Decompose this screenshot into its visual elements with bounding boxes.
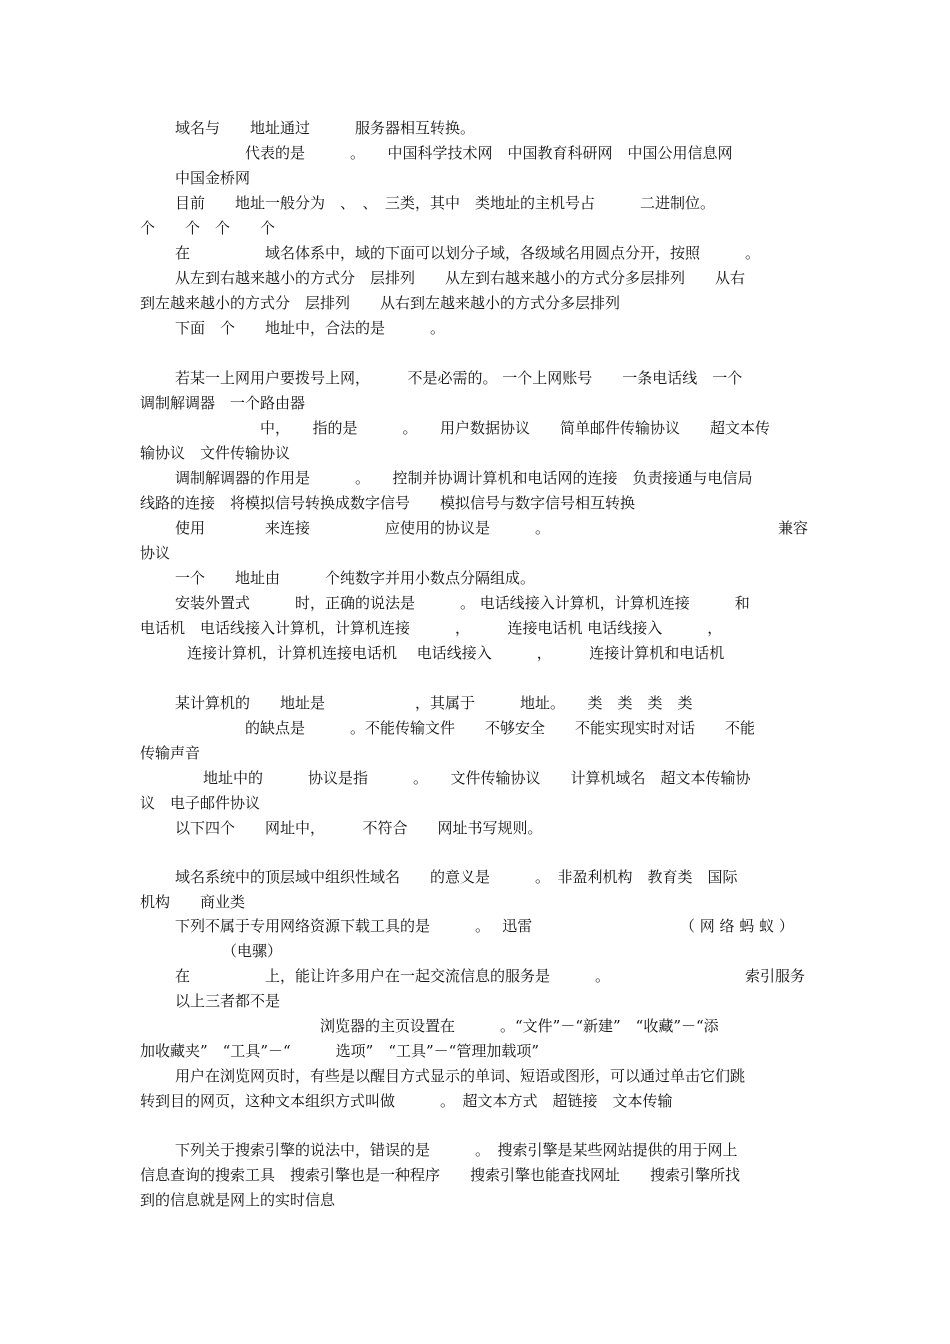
text-line: 安装外置式 时，正确的说法是 。 电话线接入计算机，计算机连接 和: [175, 594, 750, 612]
text-line: 若某一上网用户要拨号上网， 不是必需的。 一个上网账号 一条电话线 一个: [175, 369, 743, 387]
text-line: （ 网 络 蚂 蚁 ）: [680, 917, 794, 935]
text-line: 域名系统中的顶层域中组织性域名 的意义是 。 非盈利机构 教育类 国际: [175, 868, 738, 886]
text-line: 从左到右越来越小的方式分 层排列 从左到右越来越小的方式分多层排列 从右: [175, 269, 746, 287]
text-line: 目前 地址一般分为 、 、 三类，其中 类地址的主机号占 二进制位。: [175, 194, 716, 212]
text-line: 转到目的网页，这种文本组织方式叫做 。 超文本方式 超链接 文本传输: [140, 1092, 673, 1110]
text-line: 电话机 电话线接入计算机，计算机连接 ， 连接电话机 电话线接入 ，: [140, 619, 723, 637]
text-line: 以上三者都不是: [175, 992, 281, 1010]
text-line: 下列不属于专用网络资源下载工具的是 。 迅雷: [175, 917, 533, 935]
text-line: 浏览器的主页设置在 。“文件”－“新建” “收藏”－“添: [320, 1017, 719, 1035]
text-line: 代表的是 。 中国科学技术网 中国教育科研网 中国公用信息网: [245, 144, 733, 162]
text-line: 以下四个 网址中， 不符合 网址书写规则。: [175, 819, 543, 837]
text-line: 中， 指的是 。 用户数据协议 简单邮件传输协议 超文本传: [260, 419, 771, 437]
text-line: 下面 个 地址中，合法的是 。: [175, 319, 446, 337]
text-line: 议 电子邮件协议: [140, 794, 261, 812]
text-line: 的缺点是 。不能传输文件 不够安全 不能实现实时对话 不能: [245, 719, 756, 737]
text-line: 个 个 个 个: [140, 219, 276, 237]
text-line: 在 上，能让许多用户在一起交流信息的服务是 。: [175, 967, 611, 985]
text-line: 信息查询的搜索工具 搜索引擎也是一种程序 搜索引擎也能查找网址 搜索引擎所找: [140, 1166, 741, 1184]
text-line: 加收藏夹” “工具”－“ 选项” “工具”－“管理加载项”: [140, 1042, 540, 1060]
text-line: 传输声音: [140, 744, 201, 762]
text-line: 地址中的 协议是指 。 文件传输协议 计算机域名 超文本传输协: [203, 769, 751, 787]
text-line: （电骡）: [222, 942, 283, 960]
text-line: 线路的连接 将模拟信号转换成数字信号 模拟信号与数字信号相互转换: [140, 494, 636, 512]
text-line: 某计算机的 地址是 ，其属于 地址。 类 类 类 类: [175, 694, 693, 712]
text-line: 到左越来越小的方式分 层排列 从右到左越来越小的方式分多层排列: [140, 294, 621, 312]
text-line: 调制解调器 一个路由器: [140, 394, 306, 412]
text-line: 机构 商业类: [140, 893, 246, 911]
text-line: 中国金桥网: [175, 169, 251, 187]
text-line: 到的信息就是网上的实时信息: [140, 1191, 336, 1209]
text-line: 域名与 地址通过 服务器相互转换。: [175, 119, 476, 137]
text-line: 一个 地址由 个纯数字并用小数点分隔组成。: [175, 569, 536, 587]
text-line: 在 域名体系中，域的下面可以划分子域，各级域名用圆点分开，按照 。: [175, 244, 761, 262]
text-line: 输协议 文件传输协议: [140, 444, 291, 462]
text-line: 用户在浏览网页时，有些是以醒目方式显示的单词、短语或图形，可以通过单击它们跳: [175, 1067, 746, 1085]
text-line: 下列关于搜索引擎的说法中，错误的是 。 搜索引擎是某些网站提供的用于网上: [175, 1141, 738, 1159]
text-line: 连接计算机，计算机连接电话机 电话线接入 ， 连接计算机和电话机: [187, 644, 725, 662]
text-line: 索引服务: [745, 967, 806, 985]
text-line: 使用 来连接 应使用的协议是 。: [175, 519, 551, 537]
text-line: 协议: [140, 544, 171, 562]
text-line: 调制解调器的作用是 。 控制并协调计算机和电话网的连接 负责接通与电信局: [175, 469, 753, 487]
text-line: 兼容: [778, 519, 809, 537]
